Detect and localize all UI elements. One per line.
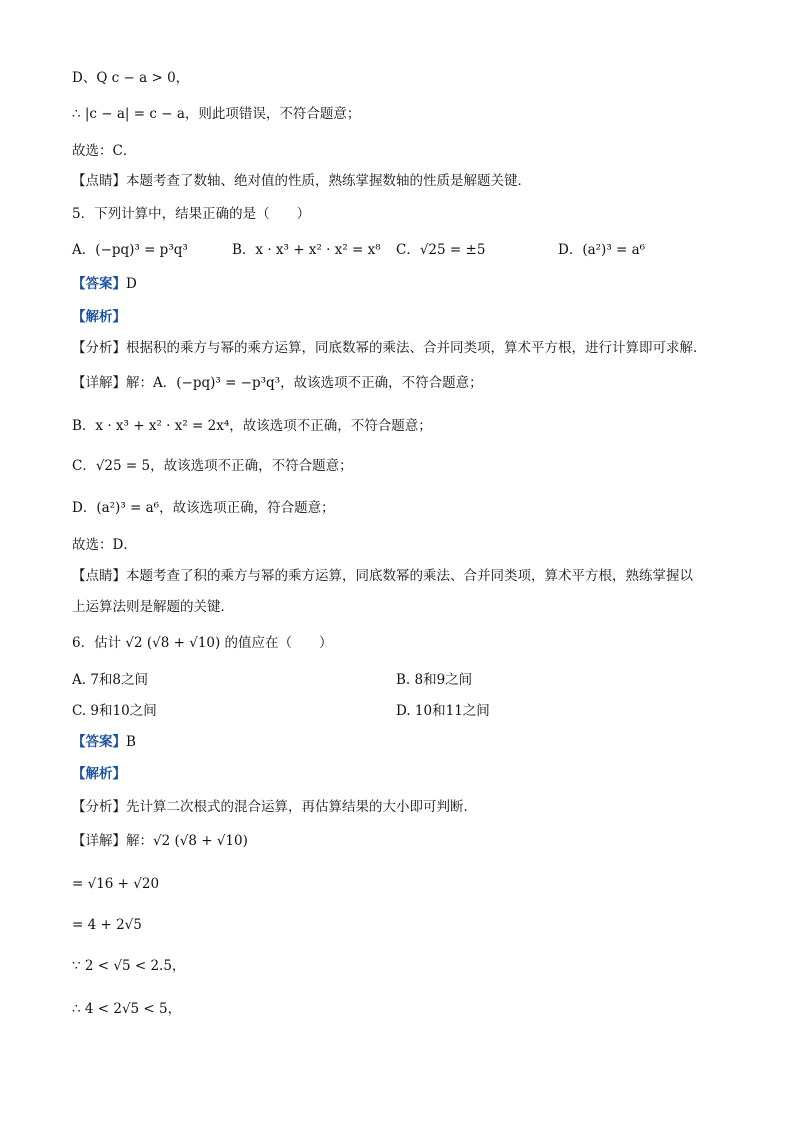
step-4: ∴ 4 < 2√5 < 5，	[72, 1001, 182, 1017]
comment-text: 本题考查了数轴、绝对值的性质，熟练掌握数轴的性质是解题关键．	[126, 173, 531, 189]
line-d-condition: D、Q c − a > 0，	[72, 70, 190, 86]
step-2: = 4 + 2√5	[72, 917, 142, 933]
detail-5	[72, 373, 483, 393]
answer-value: D	[126, 276, 137, 292]
analysis-tag: 【分析】	[72, 799, 126, 815]
analysis-5	[72, 338, 707, 358]
analysis-heading-5: 【解析】	[72, 309, 126, 325]
line-comment-4	[72, 171, 531, 191]
q6-option-a: A. 7和8之间	[72, 672, 149, 688]
detail-tag: 【详解】	[72, 375, 126, 391]
q6-option-c: C. 9和10之间	[72, 703, 157, 719]
answer-value: B	[126, 734, 136, 750]
q6-option-d: D. 10和11之间	[396, 703, 490, 719]
comment-5-line1	[72, 566, 693, 586]
analysis-tag: 【分析】	[72, 340, 126, 356]
analysis-6	[72, 797, 477, 817]
answer-tag: 【答案】	[72, 276, 126, 292]
comment-5-line2: 上运算法则是解题的关键．	[72, 599, 234, 615]
q5-option-c: C．√25 = ±5	[396, 242, 486, 258]
q5-option-d: D．(a²)³ = a⁶	[558, 242, 646, 258]
detail-6	[72, 831, 248, 851]
analysis-heading-6: 【解析】	[72, 766, 126, 782]
detail-5-d: D．(a²)³ = a⁶，故该选项正确，符合题意；	[72, 500, 335, 516]
answer-tag: 【答案】	[72, 734, 126, 750]
step-3: ∵ 2 < √5 < 2.5，	[72, 958, 186, 974]
detail-text: 解：A．(−pq)³ = −p³q³，故该选项不正确，不符合题意；	[126, 375, 483, 391]
analysis-text: 先计算二次根式的混合运算，再估算结果的大小即可判断．	[126, 799, 477, 815]
line-choose-c: 故选：C．	[72, 143, 137, 159]
question-5: 5．下列计算中，结果正确的是（ ）	[72, 206, 311, 222]
step-1: = √16 + √20	[72, 876, 160, 892]
detail-5-c: C．√25 = 5，故该选项不正确，不符合题意；	[72, 458, 353, 474]
comment-text: 本题考查了积的乘方与幂的乘方运算，同底数幂的乘法、合并同类项，算术平方根，熟练掌握以	[126, 568, 693, 584]
question-6: 6．估计 √2 (√8 + √10) 的值应在（ ）	[72, 635, 333, 651]
q5-option-b: B．x · x³ + x² · x² = x⁸	[232, 242, 381, 258]
answer-6	[72, 732, 136, 752]
detail-5-b: B．x · x³ + x² · x² = 2x⁴，故该选项不正确，不符合题意；	[72, 418, 432, 434]
answer-5	[72, 274, 137, 294]
detail-tag: 【详解】	[72, 833, 126, 849]
detail-text: 解：√2 (√8 + √10)	[126, 833, 248, 849]
q5-option-a: A．(−pq)³ = p³q³	[72, 242, 188, 258]
comment-tag: 【点睛】	[72, 173, 126, 189]
analysis-text: 根据积的乘方与幂的乘方运算，同底数幂的乘法、合并同类项，算术平方根，进行计算即可求解．	[126, 340, 707, 356]
comment-tag: 【点睛】	[72, 568, 126, 584]
line-abs-value: ∴ |c − a| = c − a，则此项错误，不符合题意；	[72, 106, 361, 122]
q6-option-b: B. 8和9之间	[396, 672, 473, 688]
choose-d: 故选：D．	[72, 537, 137, 553]
